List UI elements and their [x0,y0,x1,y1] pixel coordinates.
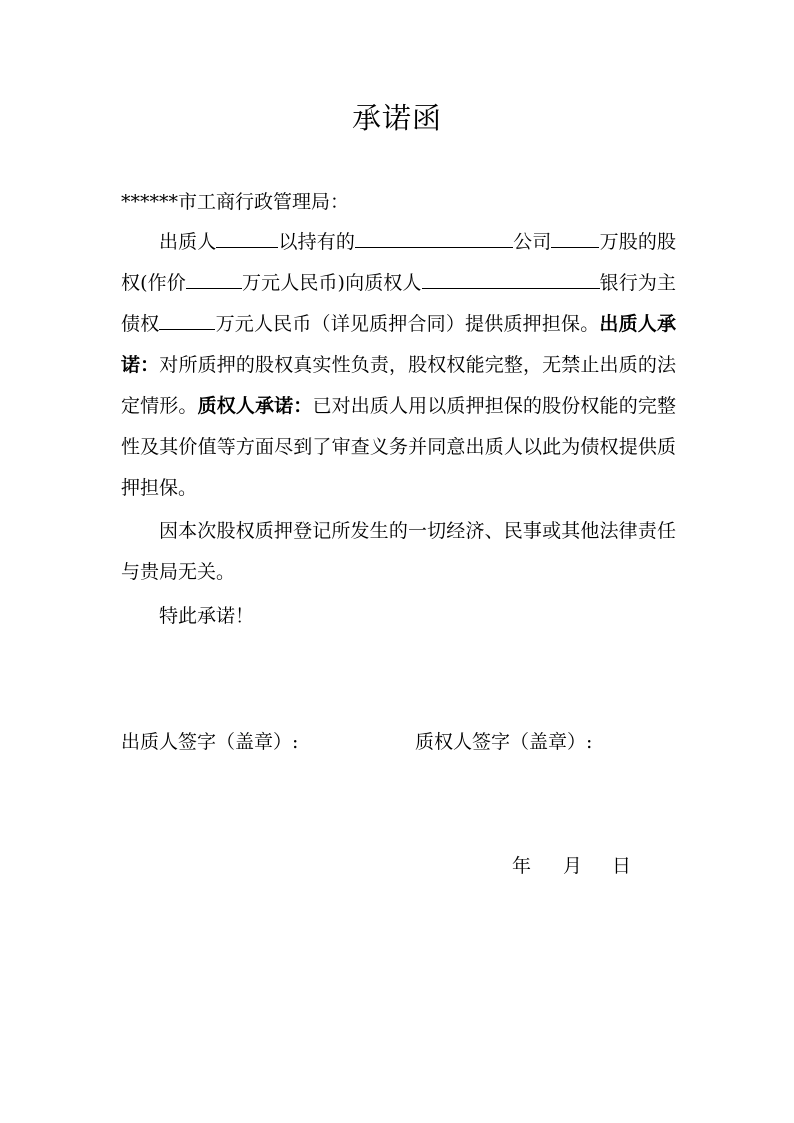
text-pledgee: 万元人民币)向质权人 [241,272,422,294]
blank-price[interactable] [186,269,242,289]
salutation: ******市工商行政管理局： [121,191,350,213]
pledgor-signature-label: 出质人签字（盖章）: [121,731,299,753]
blank-company-name[interactable] [355,228,513,248]
pledgee-signature-label: 质权人签字（盖章）: [415,731,593,753]
pledgor-commitment-label: 出质人承诺： [121,313,676,376]
document-title: 承诺函 [351,101,442,135]
text-company: 公司 [513,231,552,253]
pledgee-commitment-label: 质权人承诺： [197,395,313,417]
blank-bank-name[interactable] [422,269,600,289]
date-day-label: 日 [612,855,632,877]
pledgee-commitment-text: 已对出质人用以质押担保的股份权能的完整性及其价值等方面尽到了审查义务并同意出质人以此为债权提供质押担保。 [121,395,676,499]
blank-pledgor-name[interactable] [216,228,278,248]
liability-paragraph: 因本次股权质押登记所发生的一切经济、民事或其他法律责任与贵局无关。 [121,520,676,583]
main-paragraph [121,222,676,509]
date-year-label: 年 [512,855,532,877]
text-pledgor: 出质人 [159,231,217,253]
text-main-debt: 银行为主债权 [121,272,676,335]
pledgor-commitment-text: 对所质押的股权真实性负责，股权权能完整，无禁止出质的法定情形。 [121,354,676,417]
date-month-label: 月 [563,855,583,877]
text-rmb-contract: 万元人民币（详见质押合同）提供质押担保。 [215,313,600,335]
text-holding: 以持有的 [278,231,356,253]
text-shares-price: 万股的股权(作价 [121,231,676,294]
blank-debt-amount[interactable] [159,310,215,330]
blank-share-count[interactable] [551,228,599,248]
closing-paragraph: 特此承诺！ [159,605,255,627]
